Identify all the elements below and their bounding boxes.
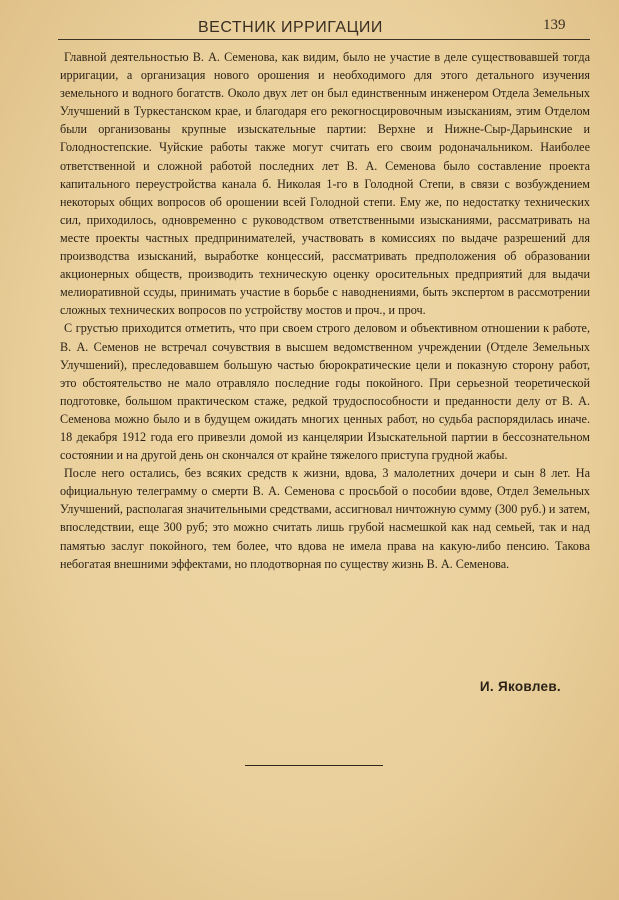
end-divider — [245, 765, 383, 766]
page-header — [0, 0, 619, 40]
running-title: ВЕСТНИК ИРРИГАЦИИ — [198, 19, 383, 36]
paragraph: С грустью приходится отметить, что при своем строго деловом и объективном отношении к работе, В. А. Семенов не встречал сочувствия в высшем ведомственном учреждении (Отделе Земельных Улучшений), преследовавшем большую частью бюрократические цели и показную сторону работ, это обстоятельство не мало отравляло последние годы покойного. При серьезной теоретической подготовке, большом практическом стаже, редкой трудоспособности и преданности делу от В. А. Семенова можно было и в будущем ожидать многих ценных работ, но судьба распорядилась иначе. 18 декабря 1912 года его привезли домой из канцелярии Изыскательной партии в бессознательном состоянии и на другой день он скончался от крайне тяжелого приступа грудной жабы. — [60, 321, 590, 463]
page-number: 139 — [543, 17, 566, 33]
paragraph: После него остались, без всяких средств к жизни, вдова, 3 малолетних дочери и сын 8 лет. На официальную телеграмму о смерти В. А. Семенова с просьбой о пособии вдове, Отдел Земельных Улучшений, располагая значительными средствами, ассигновал ничтожную сумму (300 руб.) и затем, впоследствии, еще 300 руб; это можно считать лишь грубой насмешкой как над семьей, так и над памятью заслуг покойного, тем более, что вдова не имела права на какую-либо пенсию. Такова небогатая внешними эффектами, но плодотворная по существу жизнь В. А. Семенова. — [60, 466, 590, 571]
paragraph: Главной деятельностью В. А. Семенова, как видим, было не участие в деле существовавшей тогда ирригации, а организация нового орошения и необходимого для этого детального изучения земельного и водного богатств. Около двух лет он был единственным инженером Отдела Земельных Улучшений в Туркестанском крае, и благодаря его рекогносцировочным изысканиям, этим Отделом были организованы крупные изыскательные партии: Верхне и Нижне-Сыр-Дарьинские и Голодностепские. Чуйские работы также могут считать его своим родоначальником. Наиболее ответственной и сложной работой последних лет В. А. Семенова было составление проекта капитального переустройства канала б. Николая 1-го в Голодной Степи, в связи с возбуждением некоторых общих вопросов об орошении всей Голодной степи. Ему же, по недостатку технических сил, приходилось, одновременно с руководством ответственными изысканиями, рассматривать на месте проекты частных предпринимателей, участвовать в комиссиях по выдаче разрешений для производства изысканий, выработке концессий, рассматривать предположения об образовании акционерных обществ, производить техническую оценку оросительных предприятий для выдачи мелиоративной ссуды, принимать участие в борьбе с наводнениями, быть экспертом в рассмотрении сложных технических вопросов по устройству мостов и проч., и проч. — [60, 50, 590, 318]
header-divider — [58, 39, 590, 40]
author-signature: И. Яковлев. — [479, 679, 561, 694]
article-body — [60, 48, 590, 573]
